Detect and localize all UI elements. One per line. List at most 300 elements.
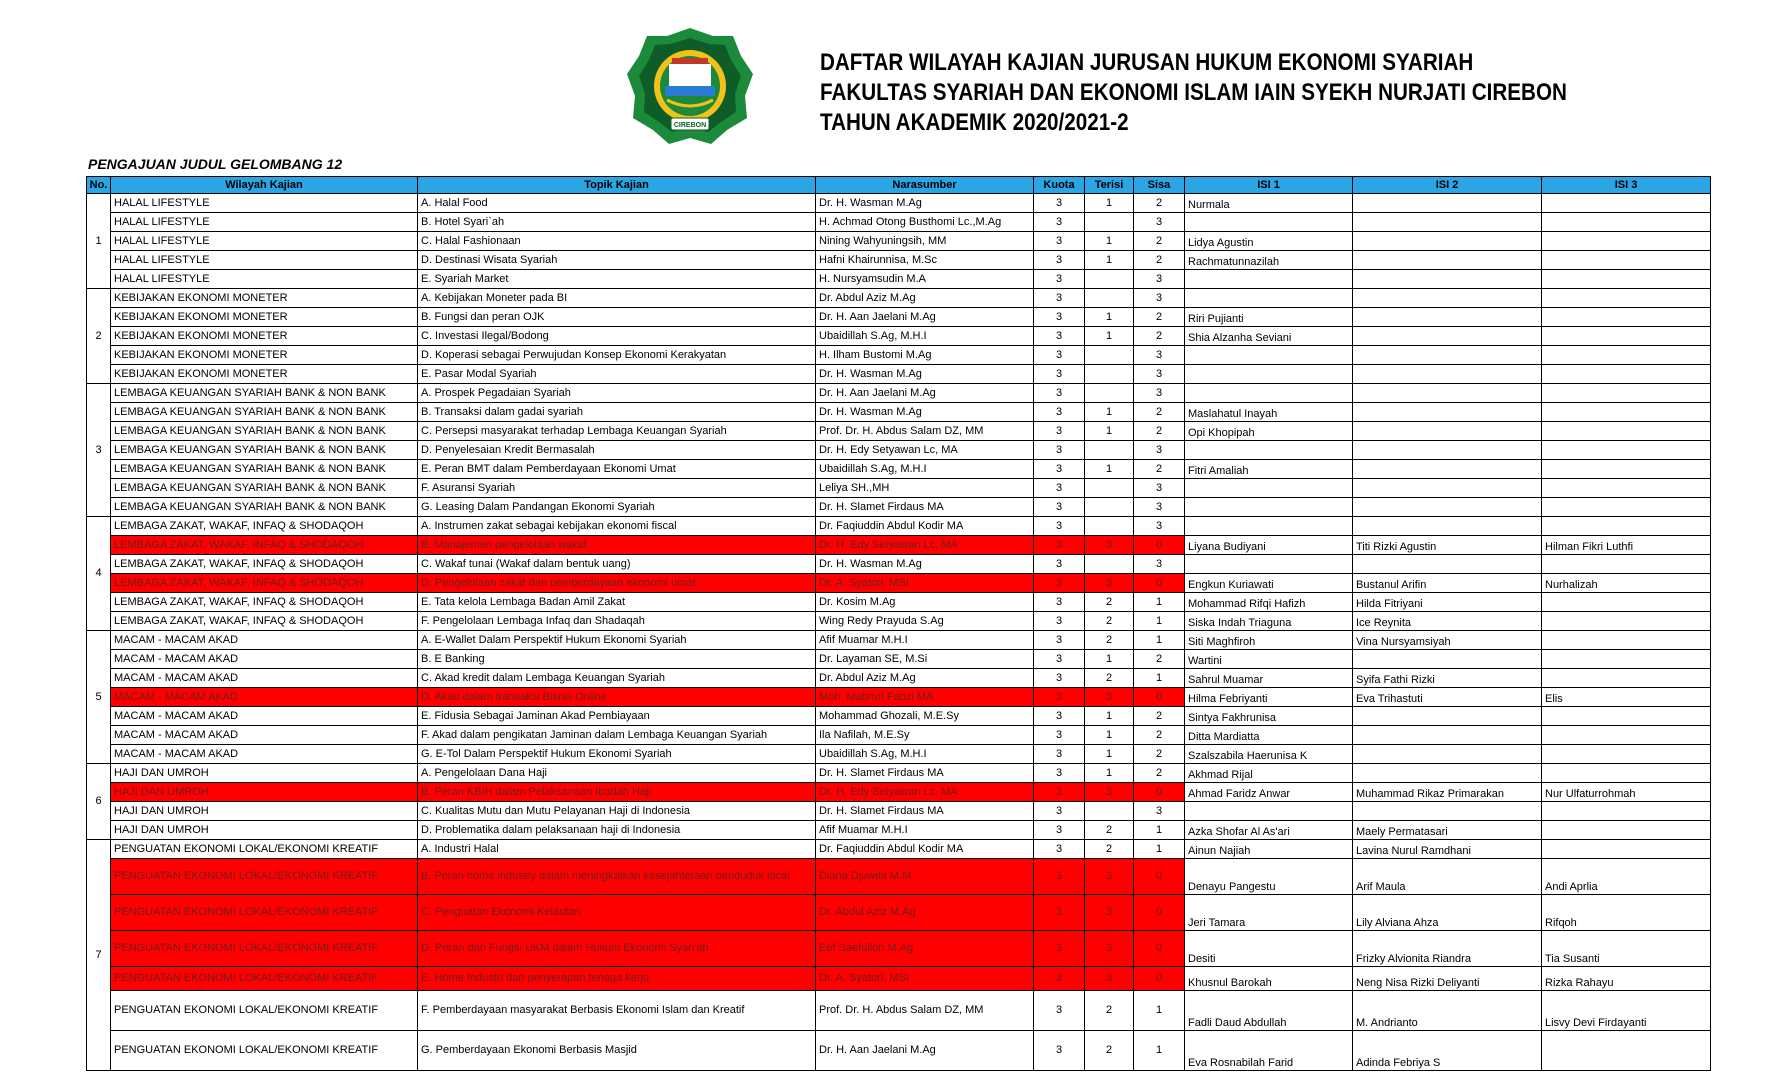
cell-isi1 xyxy=(1185,498,1353,517)
cell-isi1: Riri Pujianti xyxy=(1185,308,1353,327)
cell-narasumber: Dr. H. Edy Setyawan Lc, MA xyxy=(816,783,1034,802)
cell-kuota: 3 xyxy=(1034,289,1085,308)
cell-isi2: Ice Reynita xyxy=(1353,612,1542,631)
cell-isi1: Nurmala xyxy=(1185,194,1353,213)
cell-sisa: 0 xyxy=(1134,895,1185,931)
col-header-isi2: ISI 2 xyxy=(1353,177,1542,194)
cell-sisa: 2 xyxy=(1134,194,1185,213)
cell-isi2: Muhammad Rikaz Primarakan xyxy=(1353,783,1542,802)
cell-sisa: 2 xyxy=(1134,327,1185,346)
group-number: 5 xyxy=(87,631,111,764)
cell-isi1 xyxy=(1185,555,1353,574)
title-line-2: FAKULTAS SYARIAH DAN EKONOMI ISLAM IAIN SYEKH NURJATI CIREBON xyxy=(820,79,1567,106)
cell-terisi: 2 xyxy=(1085,669,1134,688)
cell-narasumber: Ubaidillah S.Ag, M.H.I xyxy=(816,745,1034,764)
cell-kuota: 3 xyxy=(1034,669,1085,688)
cell-sisa: 3 xyxy=(1134,517,1185,536)
cell-narasumber: Ubaidillah S.Ag, M.H.I xyxy=(816,460,1034,479)
cell-wilayah: LEMBAGA KEUANGAN SYARIAH BANK & NON BANK xyxy=(111,460,418,479)
group-number: 1 xyxy=(87,194,111,289)
cell-topik: G. Pemberdayaan Ekonomi Berbasis Masjid xyxy=(418,1031,816,1071)
cell-wilayah: MACAM - MACAM AKAD xyxy=(111,688,418,707)
cell-wilayah: MACAM - MACAM AKAD xyxy=(111,707,418,726)
cell-wilayah: LEMBAGA KEUANGAN SYARIAH BANK & NON BANK xyxy=(111,403,418,422)
cell-terisi: 1 xyxy=(1085,232,1134,251)
table-row xyxy=(87,612,1711,631)
cell-wilayah: PENGUATAN EKONOMI LOKAL/EKONOMI KREATIF xyxy=(111,859,418,895)
cell-isi3 xyxy=(1542,631,1711,650)
cell-isi1: Azka Shofar Al As'ari xyxy=(1185,821,1353,840)
cell-isi2: Hilda Fitriyani xyxy=(1353,593,1542,612)
cell-narasumber: Nining Wahyuningsih, MM xyxy=(816,232,1034,251)
cell-narasumber: Dr. Layaman SE, M.Si xyxy=(816,650,1034,669)
cell-isi2 xyxy=(1353,308,1542,327)
cell-kuota: 3 xyxy=(1034,422,1085,441)
table-row xyxy=(87,574,1711,593)
document-header xyxy=(0,0,1779,160)
cell-isi2 xyxy=(1353,650,1542,669)
cell-kuota: 3 xyxy=(1034,251,1085,270)
cell-wilayah: MACAM - MACAM AKAD xyxy=(111,650,418,669)
cell-sisa: 3 xyxy=(1134,479,1185,498)
cell-sisa: 3 xyxy=(1134,346,1185,365)
cell-terisi: 1 xyxy=(1085,194,1134,213)
table-row xyxy=(87,460,1711,479)
cell-topik: C. Wakaf tunai (Wakaf dalam bentuk uang) xyxy=(418,555,816,574)
cell-isi3: Tia Susanti xyxy=(1542,931,1711,967)
cell-narasumber: Dr. H. Edy Setyawan Lc, MA xyxy=(816,441,1034,460)
cell-isi3 xyxy=(1542,1031,1711,1071)
cell-topik: E. Pasar Modal Syariah xyxy=(418,365,816,384)
cell-isi2 xyxy=(1353,327,1542,346)
cell-terisi: 1 xyxy=(1085,403,1134,422)
cell-isi1: Denayu Pangestu xyxy=(1185,859,1353,895)
cell-wilayah: HAJI DAN UMROH xyxy=(111,821,418,840)
cell-kuota: 3 xyxy=(1034,498,1085,517)
cell-narasumber: Wing Redy Prayuda S.Ag xyxy=(816,612,1034,631)
cell-topik: B. Peran home industry dalam meningkatkan kesejahteraan penduduk local xyxy=(418,859,816,895)
cell-kuota: 3 xyxy=(1034,441,1085,460)
cell-terisi: 3 xyxy=(1085,783,1134,802)
cell-sisa: 2 xyxy=(1134,308,1185,327)
cell-isi1: Ainun Najiah xyxy=(1185,840,1353,859)
cell-kuota: 3 xyxy=(1034,859,1085,895)
cell-isi1: Shia Alzanha Seviani xyxy=(1185,327,1353,346)
cell-isi1: Sahrul Muamar xyxy=(1185,669,1353,688)
table-row xyxy=(87,479,1711,498)
cell-isi3 xyxy=(1542,726,1711,745)
cell-isi1: Eva Rosnabilah Farid xyxy=(1185,1031,1353,1071)
table-row xyxy=(87,859,1711,895)
cell-isi2 xyxy=(1353,726,1542,745)
cell-terisi xyxy=(1085,289,1134,308)
cell-isi2 xyxy=(1353,460,1542,479)
table-row xyxy=(87,555,1711,574)
cell-isi3 xyxy=(1542,232,1711,251)
cell-isi2 xyxy=(1353,232,1542,251)
cell-isi3 xyxy=(1542,194,1711,213)
cell-terisi: 3 xyxy=(1085,895,1134,931)
cell-isi3: Nur Ulfaturrohmah xyxy=(1542,783,1711,802)
cell-wilayah: LEMBAGA ZAKAT, WAKAF, INFAQ & SHODAQOH xyxy=(111,612,418,631)
cell-isi1: Lidya Agustin xyxy=(1185,232,1353,251)
cell-terisi: 2 xyxy=(1085,1031,1134,1071)
cell-kuota: 3 xyxy=(1034,479,1085,498)
cell-isi3 xyxy=(1542,802,1711,821)
cell-narasumber: Dr. Faqiuddin Abdul Kodir MA xyxy=(816,517,1034,536)
cell-terisi: 1 xyxy=(1085,745,1134,764)
cell-isi3 xyxy=(1542,422,1711,441)
cell-wilayah: HAJI DAN UMROH xyxy=(111,764,418,783)
cell-isi3: Rizka Rahayu xyxy=(1542,967,1711,991)
cell-isi1 xyxy=(1185,213,1353,232)
cell-sisa: 1 xyxy=(1134,612,1185,631)
title-line-3: TAHUN AKADEMIK 2020/2021-2 xyxy=(820,109,1129,136)
cell-isi1: Siti Maghfiroh xyxy=(1185,631,1353,650)
cell-topik: D. Pengelolaan zakat dan pemberdayaan ekonomi umat xyxy=(418,574,816,593)
cell-wilayah: PENGUATAN EKONOMI LOKAL/EKONOMI KREATIF xyxy=(111,895,418,931)
cell-topik: E. Home Industri dan penyerapan tenaga kerja xyxy=(418,967,816,991)
cell-sisa: 3 xyxy=(1134,802,1185,821)
cell-isi3 xyxy=(1542,327,1711,346)
cell-isi2 xyxy=(1353,403,1542,422)
cell-narasumber: Dr. H. Wasman M.Ag xyxy=(816,365,1034,384)
cell-topik: B. Fungsi dan peran OJK xyxy=(418,308,816,327)
cell-wilayah: LEMBAGA ZAKAT, WAKAF, INFAQ & SHODAQOH xyxy=(111,574,418,593)
cell-isi1: Maslahatul Inayah xyxy=(1185,403,1353,422)
cell-narasumber: Ubaidillah S.Ag, M.H.I xyxy=(816,327,1034,346)
cell-wilayah: LEMBAGA ZAKAT, WAKAF, INFAQ & SHODAQOH xyxy=(111,555,418,574)
cell-narasumber: Dr. H. Edy Setyawan Lc, MA xyxy=(816,536,1034,555)
cell-wilayah: LEMBAGA KEUANGAN SYARIAH BANK & NON BANK xyxy=(111,384,418,403)
cell-sisa: 0 xyxy=(1134,574,1185,593)
cell-topik: D. Destinasi Wisata Syariah xyxy=(418,251,816,270)
cell-topik: A. Instrumen zakat sebagai kebijakan ekonomi fiscal xyxy=(418,517,816,536)
topics-table xyxy=(86,176,1711,1071)
cell-topik: F. Akad dalam pengikatan Jaminan dalam Lembaga Keuangan Syariah xyxy=(418,726,816,745)
table-row xyxy=(87,1031,1711,1071)
cell-isi3 xyxy=(1542,517,1711,536)
cell-sisa: 3 xyxy=(1134,498,1185,517)
cell-wilayah: PENGUATAN EKONOMI LOKAL/EKONOMI KREATIF xyxy=(111,991,418,1031)
cell-topik: D. Koperasi sebagai Perwujudan Konsep Ekonomi Kerakyatan xyxy=(418,346,816,365)
table-row xyxy=(87,498,1711,517)
col-header-sisa: Sisa xyxy=(1134,177,1185,194)
cell-isi3 xyxy=(1542,308,1711,327)
cell-sisa: 0 xyxy=(1134,688,1185,707)
cell-kuota: 3 xyxy=(1034,688,1085,707)
cell-narasumber: Dr. H. Aan Jaelani M.Ag xyxy=(816,384,1034,403)
cell-topik: C. Akad kredit dalam Lembaga Keuangan Syariah xyxy=(418,669,816,688)
cell-terisi xyxy=(1085,441,1134,460)
cell-kuota: 3 xyxy=(1034,346,1085,365)
title-line-1: DAFTAR WILAYAH KAJIAN JURUSAN HUKUM EKONOMI SYARIAH xyxy=(820,49,1474,76)
cell-sisa: 2 xyxy=(1134,650,1185,669)
cell-wilayah: HALAL LIFESTYLE xyxy=(111,251,418,270)
cell-terisi: 1 xyxy=(1085,308,1134,327)
cell-isi3 xyxy=(1542,669,1711,688)
cell-narasumber: Dr. H. Wasman M.Ag xyxy=(816,403,1034,422)
cell-narasumber: H. Ilham Bustomi M.Ag xyxy=(816,346,1034,365)
cell-wilayah: MACAM - MACAM AKAD xyxy=(111,745,418,764)
group-number: 2 xyxy=(87,289,111,384)
table-row xyxy=(87,688,1711,707)
cell-isi3 xyxy=(1542,403,1711,422)
cell-isi1 xyxy=(1185,517,1353,536)
table-row xyxy=(87,783,1711,802)
cell-topik: F. Pemberdayaan masyarakat Berbasis Ekonomi Islam dan Kreatif xyxy=(418,991,816,1031)
col-header-narasumber: Narasumber xyxy=(816,177,1034,194)
cell-isi3 xyxy=(1542,821,1711,840)
cell-isi2 xyxy=(1353,365,1542,384)
cell-narasumber: Hafni Khairunnisa, M.Sc xyxy=(816,251,1034,270)
cell-isi2 xyxy=(1353,346,1542,365)
group-number: 3 xyxy=(87,384,111,517)
cell-kuota: 3 xyxy=(1034,631,1085,650)
cell-wilayah: PENGUATAN EKONOMI LOKAL/EKONOMI KREATIF xyxy=(111,840,418,859)
cell-terisi: 1 xyxy=(1085,251,1134,270)
cell-sisa: 3 xyxy=(1134,289,1185,308)
cell-isi2 xyxy=(1353,517,1542,536)
cell-kuota: 3 xyxy=(1034,270,1085,289)
table-body xyxy=(87,194,1711,1071)
col-header-terisi: Terisi xyxy=(1085,177,1134,194)
cell-terisi xyxy=(1085,555,1134,574)
cell-kuota: 3 xyxy=(1034,991,1085,1031)
cell-terisi xyxy=(1085,802,1134,821)
cell-terisi: 1 xyxy=(1085,707,1134,726)
cell-terisi: 1 xyxy=(1085,726,1134,745)
cell-topik: D. Problematika dalam pelaksanaan haji di Indonesia xyxy=(418,821,816,840)
cell-isi2: Arif Maula xyxy=(1353,859,1542,895)
cell-isi3 xyxy=(1542,745,1711,764)
cell-sisa: 2 xyxy=(1134,251,1185,270)
cell-isi1: Opi Khopipah xyxy=(1185,422,1353,441)
university-logo xyxy=(625,26,755,146)
cell-wilayah: PENGUATAN EKONOMI LOKAL/EKONOMI KREATIF xyxy=(111,931,418,967)
cell-narasumber: Afif Muamar M.H.I xyxy=(816,631,1034,650)
cell-wilayah: KEBIJAKAN EKONOMI MONETER xyxy=(111,365,418,384)
cell-topik: C. Halal Fashionaan xyxy=(418,232,816,251)
cell-narasumber: Dr. A. Syatori, MSI xyxy=(816,574,1034,593)
cell-narasumber: Mohammad Ghozali, M.E.Sy xyxy=(816,707,1034,726)
table-row xyxy=(87,365,1711,384)
cell-isi2 xyxy=(1353,270,1542,289)
cell-wilayah: HALAL LIFESTYLE xyxy=(111,194,418,213)
table-row xyxy=(87,764,1711,783)
col-header-kuota: Kuota xyxy=(1034,177,1085,194)
cell-wilayah: KEBIJAKAN EKONOMI MONETER xyxy=(111,346,418,365)
cell-kuota: 3 xyxy=(1034,726,1085,745)
cell-isi3: Elis xyxy=(1542,688,1711,707)
cell-isi1: Mohammad Rifqi Hafizh xyxy=(1185,593,1353,612)
table-row xyxy=(87,895,1711,931)
cell-sisa: 2 xyxy=(1134,745,1185,764)
col-header-isi3: ISI 3 xyxy=(1542,177,1711,194)
table-row xyxy=(87,707,1711,726)
cell-sisa: 1 xyxy=(1134,593,1185,612)
cell-narasumber: Dr. H. Wasman M.Ag xyxy=(816,555,1034,574)
cell-isi2: Bustanul Arifin xyxy=(1353,574,1542,593)
cell-isi2 xyxy=(1353,745,1542,764)
cell-kuota: 3 xyxy=(1034,821,1085,840)
cell-isi3 xyxy=(1542,441,1711,460)
table-row xyxy=(87,840,1711,859)
cell-kuota: 3 xyxy=(1034,967,1085,991)
cell-topik: A. Halal Food xyxy=(418,194,816,213)
cell-sisa: 2 xyxy=(1134,403,1185,422)
cell-narasumber: Eef Saefulloh M.Ag xyxy=(816,931,1034,967)
cell-isi2 xyxy=(1353,479,1542,498)
cell-terisi: 1 xyxy=(1085,650,1134,669)
cell-isi3 xyxy=(1542,498,1711,517)
cell-isi3 xyxy=(1542,251,1711,270)
cell-terisi: 1 xyxy=(1085,422,1134,441)
cell-narasumber: Afif Muamar M.H.I xyxy=(816,821,1034,840)
table-row xyxy=(87,931,1711,967)
cell-kuota: 3 xyxy=(1034,232,1085,251)
cell-isi3 xyxy=(1542,365,1711,384)
cell-isi2: Frizky Alvionita Riandra xyxy=(1353,931,1542,967)
cell-topik: E. Fidusia Sebagai Jaminan Akad Pembiayaan xyxy=(418,707,816,726)
cell-topik: E. Tata kelola Lembaga Badan Amil Zakat xyxy=(418,593,816,612)
cell-isi2 xyxy=(1353,289,1542,308)
table-row xyxy=(87,726,1711,745)
cell-isi1: Fadli Daud Abdullah xyxy=(1185,991,1353,1031)
cell-wilayah: KEBIJAKAN EKONOMI MONETER xyxy=(111,289,418,308)
cell-kuota: 3 xyxy=(1034,745,1085,764)
cell-isi1: Jeri Tamara xyxy=(1185,895,1353,931)
table-row xyxy=(87,251,1711,270)
cell-isi1: Rachmatunnazilah xyxy=(1185,251,1353,270)
cell-isi2: Lavina Nurul Ramdhani xyxy=(1353,840,1542,859)
table-row xyxy=(87,194,1711,213)
table-row xyxy=(87,346,1711,365)
cell-topik: C. Investasi Ilegal/Bodong xyxy=(418,327,816,346)
cell-topik: B. E Banking xyxy=(418,650,816,669)
cell-isi1: Ahmad Faridz Anwar xyxy=(1185,783,1353,802)
cell-terisi: 1 xyxy=(1085,764,1134,783)
cell-sisa: 0 xyxy=(1134,931,1185,967)
cell-isi1 xyxy=(1185,441,1353,460)
cell-kuota: 3 xyxy=(1034,384,1085,403)
cell-kuota: 3 xyxy=(1034,783,1085,802)
cell-terisi xyxy=(1085,517,1134,536)
cell-wilayah: HALAL LIFESTYLE xyxy=(111,270,418,289)
cell-terisi xyxy=(1085,270,1134,289)
cell-wilayah: MACAM - MACAM AKAD xyxy=(111,631,418,650)
cell-kuota: 3 xyxy=(1034,536,1085,555)
cell-isi3 xyxy=(1542,707,1711,726)
cell-isi1 xyxy=(1185,346,1353,365)
cell-narasumber: Dr. H. Slamet Firdaus MA xyxy=(816,764,1034,783)
cell-isi3: Lisvy Devi Firdayanti xyxy=(1542,991,1711,1031)
cell-narasumber: Dr. H. Slamet Firdaus MA xyxy=(816,498,1034,517)
cell-topik: G. E-Tol Dalam Perspektif Hukum Ekonomi Syariah xyxy=(418,745,816,764)
cell-narasumber: Moh. Mabruri Faozi MA xyxy=(816,688,1034,707)
cell-kuota: 3 xyxy=(1034,1031,1085,1071)
col-header-no: No. xyxy=(87,177,111,194)
cell-sisa: 3 xyxy=(1134,384,1185,403)
cell-narasumber: Prof. Dr. H. Abdus Salam DZ, MM xyxy=(816,991,1034,1031)
cell-wilayah: KEBIJAKAN EKONOMI MONETER xyxy=(111,308,418,327)
col-header-isi1: ISI 1 xyxy=(1185,177,1353,194)
cell-terisi xyxy=(1085,479,1134,498)
cell-kuota: 3 xyxy=(1034,612,1085,631)
cell-kuota: 3 xyxy=(1034,308,1085,327)
cell-topik: A. Prospek Pegadaian Syariah xyxy=(418,384,816,403)
cell-isi2 xyxy=(1353,441,1542,460)
cell-isi2 xyxy=(1353,764,1542,783)
cell-topik: E. Peran BMT dalam Pemberdayaan Ekonomi Umat xyxy=(418,460,816,479)
table-row xyxy=(87,593,1711,612)
cell-terisi xyxy=(1085,213,1134,232)
table-row xyxy=(87,821,1711,840)
cell-narasumber: H. Nursyamsudin M.A xyxy=(816,270,1034,289)
cell-isi2 xyxy=(1353,213,1542,232)
cell-isi1: Sintya Fakhrunisa xyxy=(1185,707,1353,726)
cell-terisi xyxy=(1085,498,1134,517)
cell-topik: B. Transaksi dalam gadai syariah xyxy=(418,403,816,422)
cell-kuota: 3 xyxy=(1034,327,1085,346)
cell-isi2 xyxy=(1353,251,1542,270)
cell-isi1: Engkun Kuriawati xyxy=(1185,574,1353,593)
cell-isi2 xyxy=(1353,194,1542,213)
document-title xyxy=(820,48,1689,138)
table-row xyxy=(87,422,1711,441)
cell-isi2 xyxy=(1353,384,1542,403)
cell-isi2: Vina Nursyamsiyah xyxy=(1353,631,1542,650)
cell-sisa: 2 xyxy=(1134,726,1185,745)
cell-topik: F. Asuransi Syariah xyxy=(418,479,816,498)
cell-sisa: 2 xyxy=(1134,764,1185,783)
cell-isi3 xyxy=(1542,270,1711,289)
cell-sisa: 2 xyxy=(1134,707,1185,726)
cell-isi1: Desiti xyxy=(1185,931,1353,967)
cell-kuota: 3 xyxy=(1034,895,1085,931)
table-header-row xyxy=(87,177,1711,194)
cell-sisa: 0 xyxy=(1134,783,1185,802)
cell-terisi xyxy=(1085,384,1134,403)
cell-wilayah: KEBIJAKAN EKONOMI MONETER xyxy=(111,327,418,346)
group-number: 6 xyxy=(87,764,111,840)
table-row xyxy=(87,669,1711,688)
cell-topik: D. Peran dan Fungsi UKM dalam Hukum Ekonomi Syari'ah xyxy=(418,931,816,967)
cell-isi3: Andi Aprlia xyxy=(1542,859,1711,895)
cell-isi3 xyxy=(1542,593,1711,612)
cell-isi3 xyxy=(1542,650,1711,669)
cell-narasumber: Dr. Faqiuddin Abdul Kodir MA xyxy=(816,840,1034,859)
subtitle: PENGAJUAN JUDUL GELOMBANG 12 xyxy=(88,156,343,172)
cell-isi2: Adinda Febriya S xyxy=(1353,1031,1542,1071)
cell-isi1 xyxy=(1185,365,1353,384)
cell-terisi xyxy=(1085,346,1134,365)
group-number: 4 xyxy=(87,517,111,631)
cell-isi1 xyxy=(1185,479,1353,498)
cell-isi1: Fitri Amaliah xyxy=(1185,460,1353,479)
cell-isi1: Liyana Budiyani xyxy=(1185,536,1353,555)
cell-topik: A. Industri Halal xyxy=(418,840,816,859)
cell-terisi: 3 xyxy=(1085,967,1134,991)
cell-narasumber: Dr. H. Wasman M.Ag xyxy=(816,194,1034,213)
cell-kuota: 3 xyxy=(1034,555,1085,574)
table-row xyxy=(87,631,1711,650)
table-row xyxy=(87,650,1711,669)
cell-terisi: 2 xyxy=(1085,840,1134,859)
table-row xyxy=(87,517,1711,536)
cell-topik: E. Syariah Market xyxy=(418,270,816,289)
cell-wilayah: MACAM - MACAM AKAD xyxy=(111,726,418,745)
